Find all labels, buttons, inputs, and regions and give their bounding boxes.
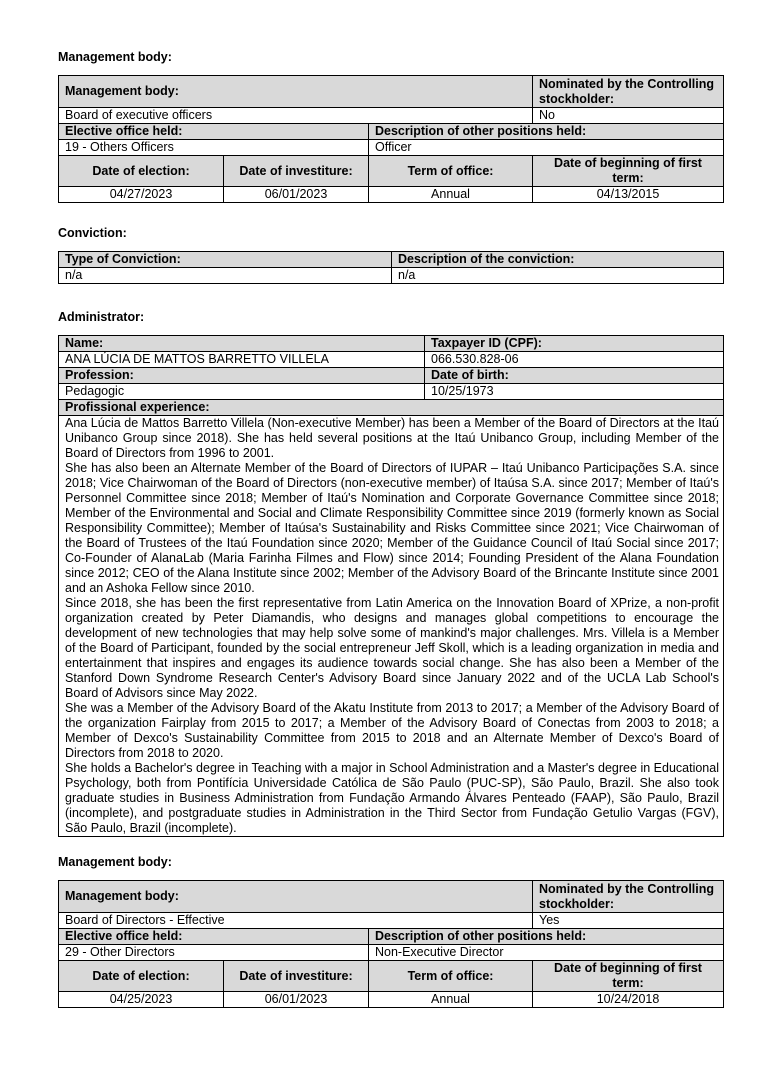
investiture-date-value: 06/01/2023 xyxy=(224,992,369,1008)
management-body-table xyxy=(58,75,724,203)
investiture-date-header: Date of investiture: xyxy=(224,156,369,187)
administrator-table xyxy=(58,335,724,837)
experience-header: Profissional experience: xyxy=(59,400,724,416)
elective-office-value: 19 - Others Officers xyxy=(59,140,369,156)
cpf-header: Taxpayer ID (CPF): xyxy=(425,336,724,352)
management-body-header: Management body: xyxy=(59,881,533,913)
term-value: Annual xyxy=(369,187,533,203)
nominated-value: Yes xyxy=(533,913,724,929)
profession-value: Pedagogic xyxy=(59,384,425,400)
birth-date-header: Date of birth: xyxy=(425,368,724,384)
election-date-header: Date of election: xyxy=(59,961,224,992)
management-body-section-title: Management body: xyxy=(58,50,172,64)
elective-office-header: Elective office held: xyxy=(59,124,369,140)
management-body-value: Board of Directors - Effective xyxy=(59,913,533,929)
conviction-type-header: Type of Conviction: xyxy=(59,252,392,268)
administrator-section-title: Administrator: xyxy=(58,310,145,324)
management-body-table-2 xyxy=(58,880,724,1008)
first-term-header: Date of beginning of first term: xyxy=(533,961,724,992)
other-positions-value: Non-Executive Director xyxy=(369,945,724,961)
investiture-date-header: Date of investiture: xyxy=(224,961,369,992)
experience-paragraph: She was a Member of the Advisory Board of the Akatu Institute from 2013 to 2017; a Member of the Advisory Board of the organization Fairplay from 2015 to 2017; a Member of the Advisory Board of Conectas from 2003 to 2018; a Member of Dexco's Sustainability Committee from 2015 to 2018 and an Alternate Member of Dexco's Board of Directors from 2018 to 2020. xyxy=(65,701,719,760)
management-body-value: Board of executive officers xyxy=(59,108,533,124)
term-value: Annual xyxy=(369,992,533,1008)
experience-paragraph: She has also been an Alternate Member of the Board of Directors of IUPAR – Itaú Unibanco Participações S.A. since 2018; Vice Chairwoman of the Board of Directors (non-executive member) of Itaúsa S.A. since 2017; Member of Itaú's Personnel Committee since 2018; Member of Itaú's Nomination and Corporate Governance Committee since 2018; Member of the Environmental and Social and Climate Responsibility Committee since 2019 (formerly known as Social Responsibility Committee); Member of Itaúsa's Sustainability and Risks Committee since 2021; Vice Chairwoman of the Board of Trustees of the Itaú Foundation since 2020; Member of the Guidance Council of Itaú Social since 2017; Co-Founder of AlanaLab (Maria Farinha Filmes and Flow) since 2014; Founding President of the Alana Foundation since 2012; CEO of the Alana Institute since 2002; Member of the Advisory Board of the Brincante Institute since 2001 and an Ashoka Fellow since 2010. xyxy=(65,461,719,595)
other-positions-value: Officer xyxy=(369,140,724,156)
conviction-description-value: n/a xyxy=(392,268,724,284)
election-date-value: 04/25/2023 xyxy=(59,992,224,1008)
conviction-section-title: Conviction: xyxy=(58,226,127,240)
cpf-value: 066.530.828-06 xyxy=(425,352,724,368)
profession-header: Profession: xyxy=(59,368,425,384)
election-date-value: 04/27/2023 xyxy=(59,187,224,203)
conviction-table xyxy=(58,251,724,284)
name-value: ANA LÚCIA DE MATTOS BARRETTO VILLELA xyxy=(59,352,425,368)
name-header: Name: xyxy=(59,336,425,352)
other-positions-header: Description of other positions held: xyxy=(369,929,724,945)
nominated-header: Nominated by the Controlling stockholder: xyxy=(533,881,724,913)
conviction-description-header: Description of the conviction: xyxy=(392,252,724,268)
first-term-value: 04/13/2015 xyxy=(533,187,724,203)
experience-paragraph: She holds a Bachelor's degree in Teaching with a major in School Administration and a Master's degree in Educational Psychology, both from Pontifícia Universidade Católica de São Paulo (PUC-SP), São Paulo, Brazil. She also took graduate studies in Business Administration from Fundação Armando Álvares Penteado (FAAP), São Paulo, Brazil (incomplete), and postgraduate studies in Administration in the Third Sector from Fundação Getulio Vargas (FGV), São Paulo, Brazil (incomplete). xyxy=(65,761,719,835)
conviction-type-value: n/a xyxy=(59,268,392,284)
management-body-header: Management body: xyxy=(59,76,533,108)
term-header: Term of office: xyxy=(369,961,533,992)
other-positions-header: Description of other positions held: xyxy=(369,124,724,140)
election-date-header: Date of election: xyxy=(59,156,224,187)
elective-office-value: 29 - Other Directors xyxy=(59,945,369,961)
experience-paragraph: Since 2018, she has been the first representative from Latin America on the Innovation Board of XPrize, a non-profit organization created by Peter Diamandis, who designs and manages global competitions to encourage the development of new technologies that may help solve some of mankind's major challenges. Mrs. Villela is a Member of the Board of Participant, founded by the social entrepreneur Jeff Skoll, which is a leading organization in media and entertainment that inspires and engages its audience towards social change. She has also been a Member of the Stanford Down Syndrome Research Center's Advisory Board since January 2022 and of the UCLA Lab School's Board of Advisors since May 2022. xyxy=(65,596,719,700)
term-header: Term of office: xyxy=(369,156,533,187)
experience-text xyxy=(59,416,724,837)
elective-office-header: Elective office held: xyxy=(59,929,369,945)
first-term-header: Date of beginning of first term: xyxy=(533,156,724,187)
nominated-header: Nominated by the Controlling stockholder: xyxy=(533,76,724,108)
investiture-date-value: 06/01/2023 xyxy=(224,187,369,203)
first-term-value: 10/24/2018 xyxy=(533,992,724,1008)
management-body-section-title-2: Management body: xyxy=(58,855,172,869)
experience-paragraph: Ana Lúcia de Mattos Barretto Villela (Non-executive Member) has been a Member of the Board of Directors at the Itaú Unibanco Group since 2018). She has held several positions at the Itaú Unibanco Group, including Member of the Board of Directors from 1996 to 2001. xyxy=(65,416,719,460)
birth-date-value: 10/25/1973 xyxy=(425,384,724,400)
nominated-value: No xyxy=(533,108,724,124)
